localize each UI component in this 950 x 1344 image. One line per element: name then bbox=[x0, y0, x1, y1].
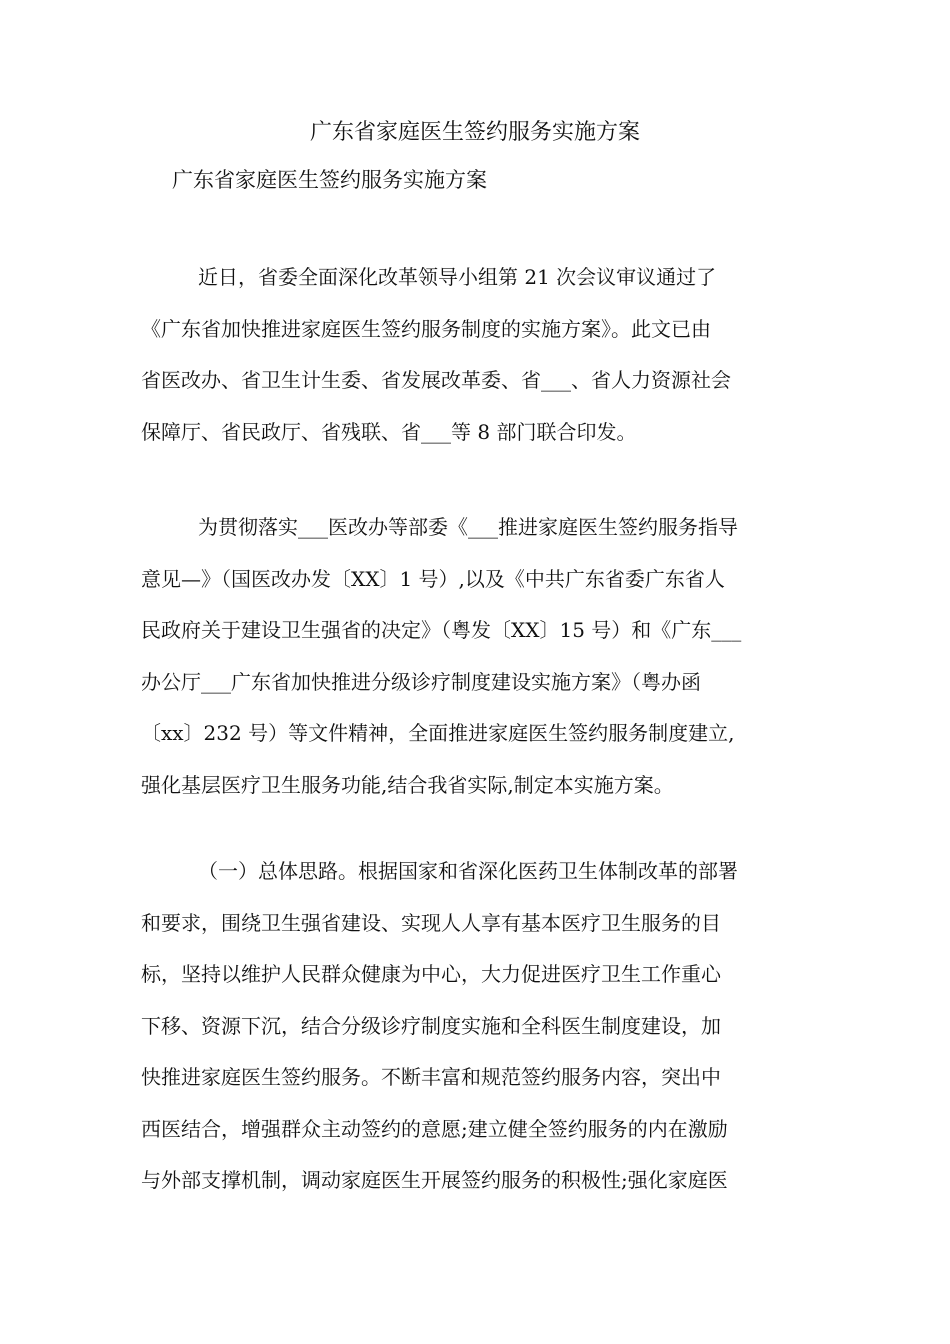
paragraph-line: 西医结合，增强群众主动签约的意愿;建立健全签约服务的内在激励 bbox=[141, 1116, 728, 1141]
paragraph-line: 为贯彻落实___医改办等部委《___推进家庭医生签约服务指导 bbox=[198, 515, 738, 539]
paragraph-line: （一）总体思路。根据国家和省深化医药卫生体制改革的部署 bbox=[198, 859, 738, 883]
paragraph-purpose bbox=[141, 512, 811, 821]
paragraph-line: 与外部支撑机制，调动家庭医生开展签约服务的积极性;强化家庭医 bbox=[141, 1168, 728, 1192]
paragraph-line: 办公厅___广东省加快推进分级诊疗制度建设实施方案》（粤办函 bbox=[141, 669, 701, 694]
paragraph-line: 意见—》（国医改办发〔XX〕1 号）,以及《中共广东省委广东省人 bbox=[141, 566, 725, 591]
document-title: 广东省家庭医生签约服务实施方案 bbox=[309, 120, 640, 145]
paragraph-line: 《广东省加快推进家庭医生签约服务制度的实施方案》。此文已由 bbox=[141, 316, 711, 341]
paragraph-line: 快推进家庭医生签约服务。不断丰富和规范签约服务内容，突出中 bbox=[141, 1065, 721, 1089]
paragraph-line: 强化基层医疗卫生服务功能,结合我省实际,制定本实施方案。 bbox=[141, 772, 674, 797]
paragraph-line: 下移、资源下沉，结合分级诊疗制度实施和全科医生制度建设，加 bbox=[141, 1013, 721, 1038]
paragraph-line: 保障厅、省民政厅、省残联、省___等 8 部门联合印发。 bbox=[141, 419, 637, 444]
paragraph-announcement bbox=[141, 262, 811, 468]
paragraph-line: 近日，省委全面深化改革领导小组第 21 次会议审议通过了 bbox=[198, 265, 717, 289]
paragraph-line: 省医改办、省卫生计生委、省发展改革委、省___、省人力资源社会 bbox=[141, 368, 731, 392]
paragraph-line: 标，坚持以维护人民群众健康为中心，大力促进医疗卫生工作重心 bbox=[141, 962, 721, 986]
paragraph-general-approach bbox=[141, 856, 811, 1217]
paragraph-line: 民政府关于建设卫生强省的决定》（粤发〔XX〕15 号）和《广东___ bbox=[141, 618, 742, 642]
paragraph-line: 〔xx〕232 号）等文件精神，全面推进家庭医生签约服务制度建立, bbox=[141, 721, 735, 745]
document-subtitle: 广东省家庭医生签约服务实施方案 bbox=[172, 168, 487, 192]
paragraph-line: 和要求，围绕卫生强省建设、实现人人享有基本医疗卫生服务的目 bbox=[141, 910, 721, 935]
